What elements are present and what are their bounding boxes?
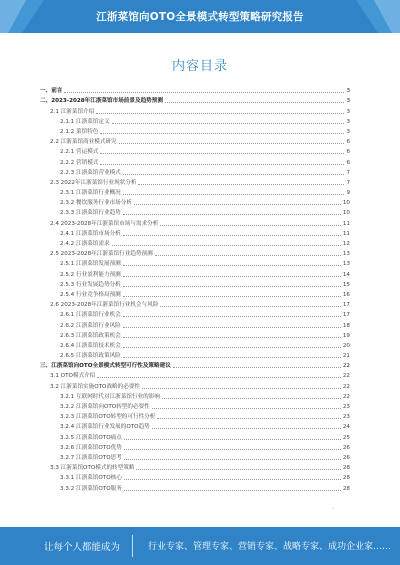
toc-entry[interactable] bbox=[40, 412, 350, 422]
toc-entry-title: 三、江浙菜馆向OTO全景模式转型可行性及策略建议 bbox=[40, 363, 171, 370]
toc-leader-dots bbox=[123, 347, 341, 348]
toc-entry[interactable] bbox=[40, 341, 350, 351]
toc-entry-title: 2.5.4 行业竞争格局预测 bbox=[60, 291, 121, 298]
toc-entry-title: 3.2.7 江浙菜馆OTO思考 bbox=[60, 454, 122, 461]
toc-entry-page: 23 bbox=[342, 404, 350, 410]
toc-entry-page: 17 bbox=[342, 302, 350, 309]
toc-entry-title: 3.2.4 江浙菜馆行业发展的OTO趋势 bbox=[60, 424, 150, 431]
toc-leader-dots bbox=[142, 388, 341, 389]
toc-entry[interactable] bbox=[40, 280, 350, 290]
toc-entry-page: 19 bbox=[342, 332, 350, 339]
toc-entry-title: 2.5.2 行业盈利能力预测 bbox=[60, 271, 121, 278]
toc-entry-title: 2.6 2023-2028年江浙菜馆行业机会与风险 bbox=[50, 302, 159, 309]
toc-entry-title: 2.5 2023-2028年江浙菜馆行业趋势预测 bbox=[50, 251, 153, 258]
page-marker: · bbox=[332, 506, 334, 513]
toc-heading: 内容目录 bbox=[171, 59, 228, 74]
toc-entry-title: 3.2.3 江浙菜馆OTO转型的可行性分析 bbox=[60, 414, 156, 421]
toc-entry[interactable] bbox=[40, 218, 350, 228]
toc-entry-page: 10 bbox=[342, 200, 350, 207]
toc-entry-page: 15 bbox=[342, 281, 350, 288]
toc-entry-page: 18 bbox=[342, 322, 350, 329]
toc-leader-dots bbox=[134, 204, 341, 205]
toc-leader-dots bbox=[124, 459, 341, 460]
toc-leader-dots bbox=[112, 245, 341, 246]
header-bar bbox=[0, 0, 400, 33]
toc-entry[interactable] bbox=[40, 300, 350, 310]
toc-leader-dots bbox=[100, 164, 344, 165]
toc-entry[interactable] bbox=[40, 473, 350, 483]
toc-leader-dots bbox=[124, 439, 341, 440]
toc-leader-dots bbox=[112, 123, 345, 124]
toc-leader-dots bbox=[100, 153, 344, 154]
toc-leader-dots bbox=[165, 102, 344, 103]
toc-entry[interactable] bbox=[40, 198, 350, 208]
toc-entry-page: 3 bbox=[346, 88, 350, 95]
toc-entry[interactable] bbox=[40, 229, 350, 239]
toc-entry[interactable] bbox=[40, 483, 350, 493]
toc-leader-dots bbox=[64, 92, 344, 93]
toc-leader-dots bbox=[123, 357, 341, 358]
toc-entry-page: 7 bbox=[346, 169, 350, 176]
toc-entry-title: 2.6.5 江浙菜馆政策风险 bbox=[60, 353, 121, 360]
toc-entry-title: 2.3.1 江浙菜馆行业概况 bbox=[60, 190, 121, 197]
toc-entry[interactable] bbox=[40, 361, 350, 371]
toc-entry[interactable] bbox=[40, 178, 350, 188]
toc-entry-title: 2.3 2022年江浙菜馆行业现状分析 bbox=[50, 179, 137, 186]
toc-leader-dots bbox=[123, 337, 341, 338]
toc-entry-title: 二、2023-2028年江浙菜馆市场前景及趋势预测 bbox=[40, 98, 163, 105]
toc-entry-title: 3.2.5 江浙菜馆OTO痛点 bbox=[60, 434, 122, 441]
toc-entry-title: 2.6.4 江浙菜馆技术机会 bbox=[60, 342, 121, 349]
toc-entry-page: 24 bbox=[342, 424, 350, 431]
toc-entry-title: 2.4 2023-2028年江浙菜馆市场与需求分析 bbox=[50, 220, 159, 227]
toc-entry-title: 2.1.1 江浙菜馆定义 bbox=[60, 118, 110, 125]
toc-entry-page: 26 bbox=[342, 444, 350, 451]
toc-entry[interactable] bbox=[40, 432, 350, 442]
toc-leader-dots bbox=[124, 479, 341, 480]
toc-leader-dots bbox=[160, 306, 341, 307]
toc-entry-title: 2.4.2 江浙菜馆需求 bbox=[60, 241, 110, 247]
toc-entry-page: 21 bbox=[342, 353, 350, 360]
toc-entry-title: 3.2 江浙菜馆实施OTO战略的必要性 bbox=[50, 383, 141, 390]
toc-entry-title: 2.2.2 营销模式 bbox=[60, 159, 99, 166]
toc-entry-page: 26 bbox=[342, 454, 350, 461]
toc-entry-page: 28 bbox=[342, 485, 350, 492]
toc-entry-title: 一、前言 bbox=[40, 88, 63, 95]
toc-leader-dots bbox=[123, 194, 345, 195]
toc-leader-dots bbox=[123, 327, 341, 328]
toc-entry-title: 3.3.1 江浙菜馆OTO核心 bbox=[60, 475, 122, 482]
toc-leader-dots bbox=[123, 174, 345, 175]
toc-entry[interactable] bbox=[40, 331, 350, 341]
toc-entry-title: 3.1 OTO模式介绍 bbox=[50, 373, 96, 380]
toc-leader-dots bbox=[119, 143, 345, 144]
toc-entry[interactable] bbox=[40, 259, 350, 269]
toc-entry-page: 20 bbox=[342, 342, 350, 349]
toc-entry[interactable] bbox=[40, 422, 350, 432]
toc-entry-page: 6 bbox=[346, 149, 350, 156]
toc-leader-dots bbox=[123, 316, 341, 317]
toc-entry-page: 25 bbox=[342, 434, 350, 441]
toc-leader-dots bbox=[123, 276, 341, 277]
toc-entry-title: 2.6.2 江浙菜馆行业风险 bbox=[60, 322, 121, 329]
toc-entry-title: 3.3.2 江浙菜馆OTO服务 bbox=[60, 485, 122, 492]
toc-entry-page: 11 bbox=[342, 230, 350, 237]
toc-entry-title: 2.4.1 江浙菜馆市场分析 bbox=[60, 230, 121, 237]
toc-leader-dots bbox=[138, 184, 344, 185]
toc-leader-dots bbox=[157, 418, 341, 419]
toc-entry[interactable] bbox=[40, 443, 350, 453]
toc-leader-dots bbox=[152, 428, 341, 429]
toc-leader-dots bbox=[155, 255, 341, 256]
toc-leader-dots bbox=[123, 296, 341, 297]
toc-entry-title: 3.2.1 互联网时代对江浙菜馆行业的影响 bbox=[60, 393, 160, 400]
toc-leader-dots bbox=[173, 367, 341, 368]
toc-entry-page: 14 bbox=[342, 271, 350, 278]
toc-entry[interactable] bbox=[40, 402, 350, 412]
toc-entry-title: 2.2 江浙菜馆商业模式研究 bbox=[50, 139, 117, 146]
toc-entry[interactable] bbox=[40, 147, 350, 157]
toc-entry[interactable] bbox=[40, 168, 350, 178]
toc-entry[interactable] bbox=[40, 137, 350, 147]
toc-entry[interactable] bbox=[40, 371, 350, 381]
toc-entry-title: 3.3 江浙菜馆OTO模式的转型策略 bbox=[50, 465, 135, 472]
toc-entry[interactable] bbox=[40, 320, 350, 330]
toc-entry[interactable] bbox=[40, 351, 350, 361]
toc-entry-page: 28 bbox=[342, 475, 350, 482]
toc-entry-title: 2.2.3 江浙菜馆营业模式 bbox=[60, 169, 121, 176]
toc-entry-title: 2.1 江浙菜馆介绍 bbox=[50, 108, 95, 115]
toc-entry[interactable] bbox=[40, 157, 350, 167]
toc-entry-page: 13 bbox=[342, 251, 350, 258]
toc-entry-page: 11 bbox=[342, 220, 350, 227]
report-title: 江浙菜馆向OTO全景模式转型策略研究报告 bbox=[96, 11, 304, 23]
toc-entry-title: 2.6.3 江浙菜馆政策机会 bbox=[60, 332, 121, 339]
toc-entry-page: 3 bbox=[346, 128, 350, 135]
toc-leader-dots bbox=[124, 449, 341, 450]
toc-entry[interactable] bbox=[40, 96, 350, 106]
toc-entry-page: 6 bbox=[346, 159, 350, 166]
toc-leader-dots bbox=[162, 398, 341, 399]
toc-entry-page: 3 bbox=[346, 108, 350, 115]
toc-leader-dots bbox=[160, 225, 341, 226]
toc-entry-title: 2.5.3 行业发展趋势分析 bbox=[60, 281, 121, 288]
toc-entry-page: 22 bbox=[342, 373, 350, 380]
toc-entry-page: 3 bbox=[346, 98, 350, 105]
toc-leader-dots bbox=[123, 286, 341, 287]
toc-entry-page: 23 bbox=[342, 414, 350, 421]
toc-entry-page: 6 bbox=[346, 139, 350, 146]
toc-entry-title: 3.2.2 江浙菜馆向OTO转型的必要性 bbox=[60, 404, 150, 410]
toc-leader-dots bbox=[97, 377, 341, 378]
toc-leader-dots bbox=[123, 235, 341, 236]
toc-entry-title: 2.2.1 营运模式 bbox=[60, 149, 99, 156]
toc-entry[interactable] bbox=[40, 208, 350, 218]
toc-entry-page: 3 bbox=[346, 118, 350, 125]
toc-entry-page: 12 bbox=[342, 241, 350, 247]
toc-entry[interactable] bbox=[40, 188, 350, 198]
toc-entry-title: 2.5.1 江浙菜馆发展预测 bbox=[60, 261, 121, 268]
toc-entry[interactable] bbox=[40, 290, 350, 300]
toc-entry-page: 13 bbox=[342, 261, 350, 268]
toc-entry-title: 2.1.2 菜馆特色 bbox=[60, 128, 99, 135]
table-of-contents bbox=[40, 86, 350, 494]
toc-entry-page: 22 bbox=[342, 393, 350, 400]
toc-leader-dots bbox=[136, 469, 340, 470]
toc-leader-dots bbox=[152, 408, 341, 409]
toc-entry-title: 2.6.1 江浙菜馆行业机会 bbox=[60, 312, 121, 319]
toc-entry-title: 2.3.3 江浙菜馆行业趋势 bbox=[60, 210, 121, 217]
footer-bar bbox=[0, 527, 400, 565]
toc-leader-dots bbox=[96, 113, 344, 114]
toc-entry-title: 3.2.6 江浙菜馆OTO优势 bbox=[60, 444, 122, 451]
toc-leader-dots bbox=[123, 214, 341, 215]
toc-entry[interactable] bbox=[40, 453, 350, 463]
toc-entry-page: 17 bbox=[342, 312, 350, 319]
toc-entry[interactable] bbox=[40, 127, 350, 137]
toc-entry-page: 22 bbox=[342, 363, 350, 370]
footer-slogan-left: 让每个人都能成为 bbox=[44, 542, 121, 553]
footer-divider bbox=[132, 535, 133, 557]
toc-leader-dots bbox=[124, 490, 341, 491]
toc-entry[interactable] bbox=[40, 117, 350, 127]
footer-slogan-right: 行业专家、管理专家、营销专家、战略专家、成功企业家…… bbox=[148, 542, 392, 552]
toc-entry[interactable] bbox=[40, 381, 350, 391]
toc-entry[interactable] bbox=[40, 106, 350, 116]
toc-entry[interactable] bbox=[40, 86, 350, 96]
toc-entry[interactable] bbox=[40, 310, 350, 320]
toc-entry-page: 22 bbox=[342, 383, 350, 390]
toc-entry-page: 10 bbox=[342, 210, 350, 217]
toc-entry[interactable] bbox=[40, 239, 350, 249]
toc-entry[interactable] bbox=[40, 249, 350, 259]
toc-entry[interactable] bbox=[40, 269, 350, 279]
toc-entry[interactable] bbox=[40, 392, 350, 402]
toc-entry-page: 28 bbox=[342, 465, 350, 472]
toc-entry-page: 16 bbox=[342, 291, 350, 298]
toc-entry[interactable] bbox=[40, 463, 350, 473]
toc-entry-page: 7 bbox=[346, 179, 350, 186]
toc-entry-page: 9 bbox=[346, 190, 350, 197]
toc-leader-dots bbox=[123, 265, 341, 266]
toc-leader-dots bbox=[100, 133, 344, 134]
toc-entry-title: 2.3.2 餐饮服务行业市场分析 bbox=[60, 200, 132, 207]
